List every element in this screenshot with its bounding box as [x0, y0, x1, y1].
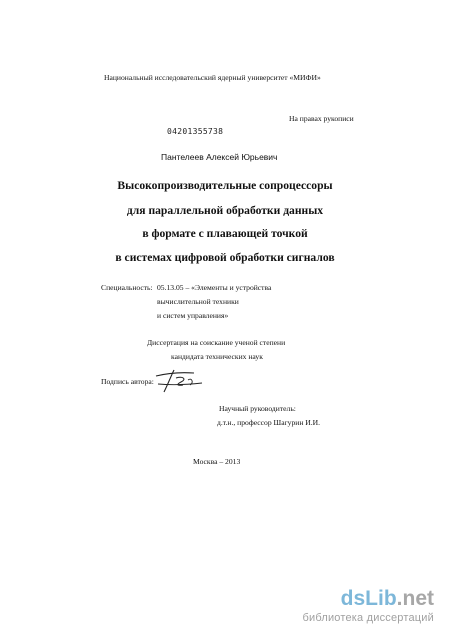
specialty-line-2: вычислительной техники — [157, 297, 239, 306]
watermark-site — [341, 587, 434, 611]
watermark-site-name: dsLib — [340, 587, 397, 610]
title-line-2: для параллельной обработки данных — [126, 204, 324, 217]
title-line-1: Высокопроизводительные сопроцессоры — [117, 179, 333, 192]
manuscript-note: На правах рукописи — [289, 114, 354, 123]
university-name: Национальный исследовательский ядерный университет «МИФИ» — [104, 73, 321, 82]
registry-number: 04201355738 — [167, 127, 224, 136]
degree-line-1: Диссертация на соискание ученой степени — [147, 338, 286, 347]
watermark-tagline: библиотека диссертаций — [302, 612, 434, 624]
signature-label: Подпись автора: — [101, 377, 154, 386]
advisor-line-1: Научный руководитель: — [219, 404, 296, 413]
specialty-line-3: и систем управления» — [157, 311, 229, 320]
city-year: Москва – 2013 — [193, 457, 241, 466]
watermark-site-tld: .net — [396, 587, 434, 610]
degree-line-2: кандидата технических наук — [171, 352, 263, 361]
specialty-line-1: 05.13.05 – «Элементы и устройства — [157, 283, 272, 292]
author-signature — [150, 364, 212, 394]
title-line-4: в системах цифровой обработки сигналов — [115, 251, 335, 264]
advisor-line-2: д.т.н., профессор Шагурин И.И. — [217, 418, 321, 427]
author-name: Пантелеев Алексей Юрьевич — [161, 152, 278, 162]
title-line-3: в формате с плавающей точкой — [142, 227, 308, 240]
specialty-label: Специальность: — [101, 283, 153, 292]
